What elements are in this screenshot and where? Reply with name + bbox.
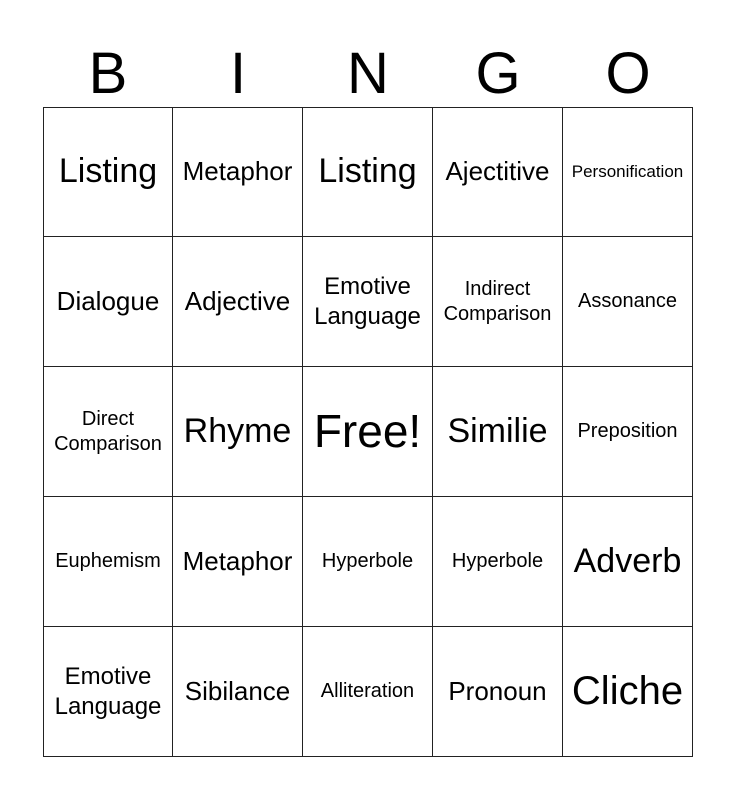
header-letter-n: N xyxy=(347,41,389,106)
bingo-board xyxy=(43,107,693,757)
bingo-cell[interactable] xyxy=(303,237,433,367)
cell-text: Listing xyxy=(318,152,417,191)
bingo-cell[interactable] xyxy=(433,497,563,627)
cell-text: Sibilance xyxy=(184,675,291,706)
bingo-cell[interactable] xyxy=(173,107,303,237)
cell-text: Metaphor xyxy=(182,545,293,576)
bingo-cell[interactable] xyxy=(43,237,173,367)
bingo-cell[interactable] xyxy=(303,107,433,237)
cell-text: Personification xyxy=(571,161,684,181)
cell-text: Similie xyxy=(447,411,548,450)
bingo-cell[interactable] xyxy=(303,627,433,757)
bingo-cell[interactable] xyxy=(173,237,303,367)
bingo-cell[interactable] xyxy=(433,367,563,497)
cell-text: Emotive Language xyxy=(54,663,162,720)
bingo-header xyxy=(43,40,693,108)
bingo-cell[interactable] xyxy=(563,367,693,497)
cell-text: Dialogue xyxy=(56,285,160,316)
cell-text: Listing xyxy=(58,152,158,191)
cell-text: Rhyme xyxy=(183,411,292,450)
bingo-cell[interactable] xyxy=(433,627,563,757)
free-space-text: Free! xyxy=(313,405,422,458)
bingo-cell[interactable] xyxy=(563,627,693,757)
cell-text: Assonance xyxy=(578,290,677,313)
cell-text: Emotive Language xyxy=(314,273,421,330)
bingo-cell[interactable] xyxy=(43,627,173,757)
bingo-cell[interactable] xyxy=(43,107,173,237)
bingo-cell[interactable] xyxy=(563,107,693,237)
header-letter-g: G xyxy=(475,41,521,106)
free-space-cell[interactable] xyxy=(303,367,433,497)
bingo-cell[interactable] xyxy=(563,237,693,367)
cell-text: Pronoun xyxy=(448,675,547,706)
cell-text: Cliche xyxy=(571,669,684,714)
bingo-cell[interactable] xyxy=(563,497,693,627)
header-letter-i: I xyxy=(229,41,247,106)
cell-text: Ajectitive xyxy=(445,156,550,187)
cell-text: Direct Comparison xyxy=(54,408,162,455)
bingo-cell[interactable] xyxy=(173,497,303,627)
bingo-cell[interactable] xyxy=(433,107,563,237)
bingo-cell[interactable] xyxy=(433,237,563,367)
cell-text: Hyperbole xyxy=(321,550,414,573)
cell-text: Adverb xyxy=(573,541,682,580)
cell-text: Indirect Comparison xyxy=(443,278,552,325)
cell-text: Alliteration xyxy=(320,680,415,703)
header-letter-b: B xyxy=(88,41,128,106)
cell-text: Adjective xyxy=(184,285,291,316)
bingo-cell[interactable] xyxy=(173,367,303,497)
cell-text: Euphemism xyxy=(55,550,161,573)
bingo-cell[interactable] xyxy=(43,497,173,627)
cell-text: Preposition xyxy=(577,420,678,443)
bingo-cell[interactable] xyxy=(43,367,173,497)
cell-text: Hyperbole xyxy=(451,550,544,573)
header-letter-o: O xyxy=(605,41,651,106)
bingo-cell[interactable] xyxy=(173,627,303,757)
cell-text: Metaphor xyxy=(182,156,293,187)
bingo-cell[interactable] xyxy=(303,497,433,627)
